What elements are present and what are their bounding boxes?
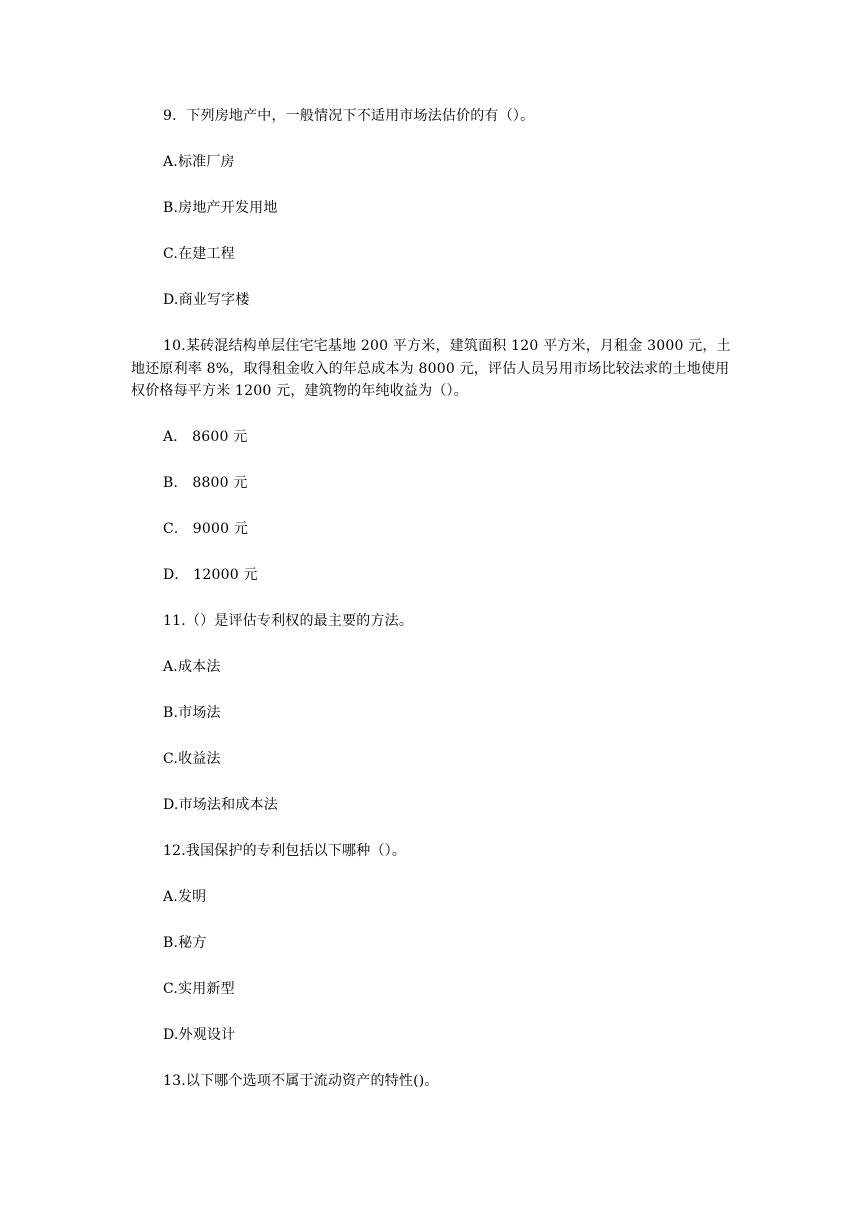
question-11-option-c: C.收益法: [163, 751, 221, 767]
question-9-option-a: A.标准厂房: [163, 154, 235, 170]
question-12-option-b: B.秘方: [163, 935, 207, 951]
question-11-option-d: D.市场法和成本法: [163, 797, 278, 813]
question-11-option-b: B.市场法: [163, 705, 221, 721]
question-13: 13.以下哪个选项不属于流动资产的特性()。: [163, 1073, 439, 1089]
question-10: 10.某砖混结构单层住宅宅基地 200 平方米，建筑面积 120 平方米，月租金 3000 元，土地还原利率 8%，取得租金收入的年总成本为 8000 元，评估人员另用市场比较法求的土地使用权价格每平方米 1200 元，建筑物的年纯收益为（）。: [131, 338, 731, 399]
question-11: 11.（）是评估专利权的最主要的方法。: [163, 613, 414, 629]
question-9: 9．下列房地产中，一般情况下不适用市场法估价的有（）。: [163, 108, 535, 124]
question-12-option-c: C.实用新型: [163, 981, 235, 997]
question-9-option-c: C.在建工程: [163, 246, 235, 262]
question-9-option-b: B.房地产开发用地: [163, 200, 278, 216]
question-11-option-a: A.成本法: [163, 659, 221, 675]
question-10-option-d: D． 12000 元: [163, 567, 258, 583]
question-10-option-a: A． 8600 元: [163, 429, 248, 445]
question-10-option-b: B． 8800 元: [163, 475, 248, 491]
question-10-option-c: C． 9000 元: [163, 521, 249, 537]
question-12: 12.我国保护的专利包括以下哪种（）。: [163, 843, 407, 859]
question-9-option-d: D.商业写字楼: [163, 292, 250, 308]
question-12-option-a: A.发明: [163, 889, 207, 905]
question-12-option-d: D.外观设计: [163, 1027, 236, 1043]
